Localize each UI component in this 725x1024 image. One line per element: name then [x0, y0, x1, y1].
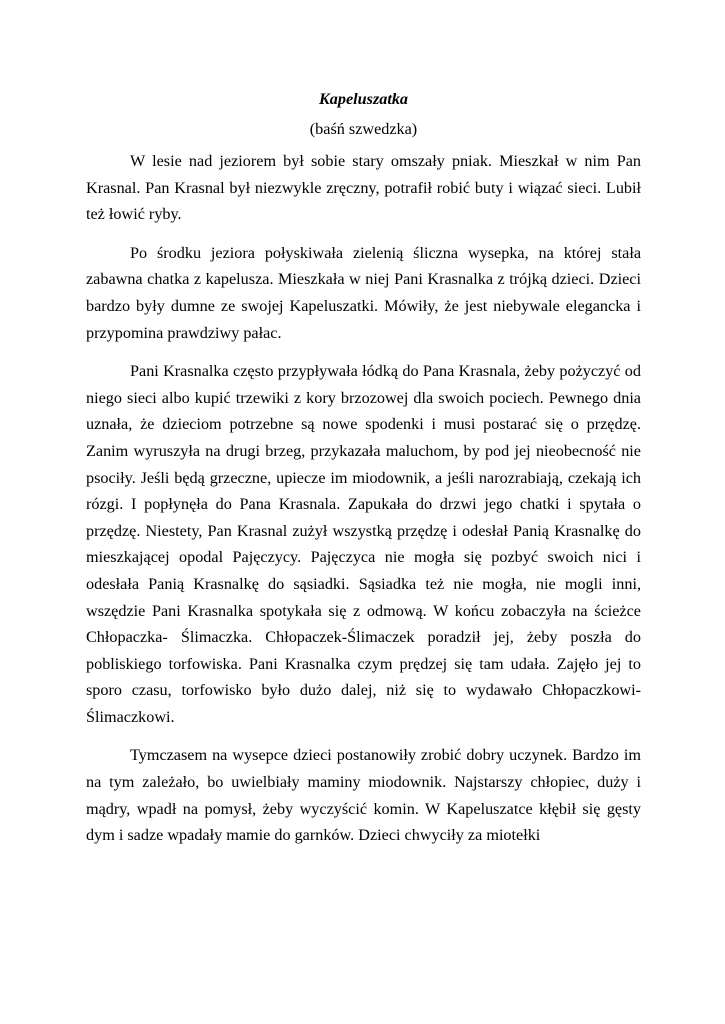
paragraph-3: Pani Krasnalka często przypływała łódką do Pana Krasnala, żeby pożyczyć od niego sieci albo kupić trzewiki z kory brzozowej dla swoich pociech. Pewnego dnia uznała, że dzieciom potrzebne są nowe spodenki i musi postarać się o przędzę. Zanim wyruszyła na drugi brzeg, przykazała maluchom, by pod jej nieobecność nie psociły. Jeśli będą grzeczne, upiecze im miodownik, a jeśli narozrabiają, czekają ich rózgi. I popłynęła do Pana Krasnala. Zapukała do drzwi jego chatki i spytała o przędzę. Niestety, Pan Krasnal zużył wszystką przędzę i odesłał Panią Krasnalkę do mieszkającej opodal Pajęczycy. Pajęczyca nie mogła się pozbyć swoich nici i odesłała Panią Krasnalkę do sąsiadki. Sąsiadka też nie mogła, nie mogli inni, wszędzie Pani Krasnalka spotykała się z odmową. W końcu zobaczyła na ścieżce Chłopaczka- Ślimaczka. Chłopaczek-Ślimaczek poradził jej, żeby poszła do pobliskiego torfowiska. Pani Krasnalka czym prędzej się tam udała. Zajęło jej to sporo czasu, torfowisko było dużo dalej, niż się to wydawało Chłopaczkowi- Ślimaczkowi.	[86, 362, 641, 726]
paragraph-1: W lesie nad jeziorem był sobie stary omszały pniak. Mieszkał w nim Pan Krasnal. Pan Krasnal był niezwykle zręczny, potrafił robić buty i wiązać sieci. Lubił też łowić ryby.	[86, 152, 641, 224]
document-subtitle: (baśń szwedzka)	[309, 120, 418, 138]
paragraph-4: Tymczasem na wysepce dzieci postanowiły zrobić dobry uczynek. Bardzo im na tym zależało, bo uwielbiały maminy miodownik. Najstarszy chłopiec, duży i mądry, wpadł na pomysł, żeby wyczyścić komin. W Kapeluszatce kłębił się gęsty dym i sadze wpadały mamie do garnków. Dzieci chwyciły za miotełki	[86, 746, 641, 845]
document-title: Kapeluszatka	[318, 90, 409, 108]
document-page	[86, 86, 641, 849]
paragraph-2: Po środku jeziora połyskiwała zielenią śliczna wysepka, na której stała zabawna chatka z kapelusza. Mieszkała w niej Pani Krasnalka z trójką dzieci. Dzieci bardzo były dumne ze swojej Kapeluszatki. Mówiły, że jest niebywale elegancka i przypomina prawdziwy pałac.	[86, 243, 641, 342]
